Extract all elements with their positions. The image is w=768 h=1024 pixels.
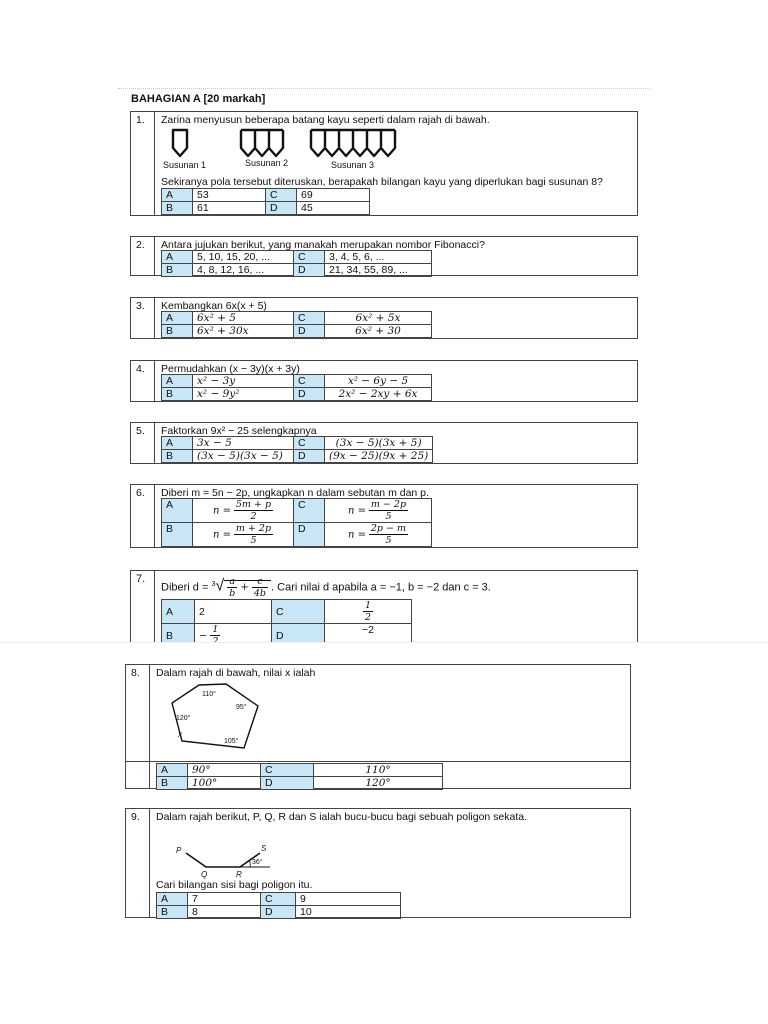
point-label-s: S [261,844,267,853]
option-a-value[interactable]: 2 [195,600,272,624]
question-text: Antara jujukan berikut, yang manakah merupakan nombor Fibonacci? [161,239,485,251]
option-c-fraction [363,600,373,623]
option-a-value[interactable]: 7 [188,893,261,906]
option-d-value[interactable]: 10 [296,906,401,919]
matchstick-pattern-figure [161,128,621,170]
option-d-fraction [369,523,408,546]
option-c-value[interactable]: 9 [296,893,401,906]
options-table [161,374,432,401]
angle-label-x: x [178,730,182,739]
question-7 [130,570,638,650]
divider [118,88,650,89]
question-text-pre: Diberi d = [161,581,209,594]
option-a-label[interactable]: A [162,375,193,388]
options-table [161,498,432,547]
pentagon-figure [164,681,274,755]
option-b-fraction [234,523,273,546]
numerator: 1 [364,600,372,611]
option-a-lhs: n = [212,505,231,517]
question-9 [125,808,631,918]
option-c-label[interactable]: C [294,251,325,264]
option-a-fraction [234,499,273,522]
option-b-value[interactable]: 100° [188,777,261,790]
cube-root-icon: √ [215,577,225,595]
question-5 [130,422,638,464]
question-3 [130,297,638,339]
option-c-value[interactable] [325,499,432,523]
option-d-label[interactable]: D [294,264,325,277]
question-4 [130,360,638,402]
radicand-fraction-1 [227,576,237,599]
denominator: 5 [385,535,392,546]
question-text: Dalam rajah berikut, P, Q, R dan S ialah bucu-bucu bagi sebuah poligon sekata. [156,811,528,823]
angle-label-105: 105° [224,738,239,745]
option-b-sign: − [199,630,208,642]
question-number: 3. [131,298,155,338]
question-number: 8. [126,665,150,788]
option-b-label[interactable]: B [162,624,195,648]
option-c-fraction [369,499,408,522]
option-a-label[interactable]: A [162,312,193,325]
question-text-post: . Cari nilai d apabila a = −1, b = −2 dan c = 3. [271,581,491,594]
option-b-label[interactable]: B [162,264,193,277]
option-d-value[interactable]: 2x² − 2xy + 6x [325,388,432,401]
option-a-label[interactable]: A [162,437,193,450]
option-a-value[interactable]: 6x² + 5 [193,312,294,325]
numerator: a [227,576,237,588]
point-label-q: Q [201,870,208,879]
denominator: 2 [364,612,372,623]
option-c-label[interactable]: C [294,437,325,450]
option-b-value[interactable]: (3x − 5)(3x − 5) [193,450,294,463]
option-b-label[interactable]: B [162,202,193,215]
option-d-value[interactable]: (9x − 25)(9x + 25) [325,450,433,463]
numerator: m + 2p [235,523,272,534]
option-b-lhs: n = [212,529,231,541]
option-d-label[interactable]: D [261,906,296,919]
question-number: 4. [131,361,155,401]
option-c-value[interactable]: x² − 6y − 5 [325,375,432,388]
option-c-value[interactable]: 3, 4, 5, 6, ... [325,251,432,264]
option-d-label[interactable]: D [261,777,314,790]
option-a-label[interactable]: A [157,893,188,906]
denominator: 4b [253,588,266,599]
option-d-value[interactable]: 120° [314,777,443,790]
numerator: c [252,576,268,588]
numerator: m − 2p [370,499,407,510]
question-6 [130,484,638,548]
option-c-value[interactable]: 6x² + 5x [325,312,432,325]
option-b-value[interactable]: 8 [188,906,261,919]
options-table [161,311,432,338]
option-d-label[interactable]: D [294,523,325,547]
option-b-value[interactable]: 4, 8, 12, 16, ... [193,264,294,277]
root-index: 3 [211,580,216,588]
question-prompt: Cari bilangan sisi bagi poligon itu. [156,879,313,891]
pattern-label-3: Susunan 3 [331,160,375,170]
denominator: 2 [250,511,257,522]
option-c-value[interactable]: 110° [314,764,443,777]
option-d-value[interactable]: 6x² + 30 [325,325,432,338]
options-table [161,250,432,277]
option-d-label[interactable]: D [294,325,325,338]
option-a-label[interactable]: A [162,600,195,624]
question-1 [130,111,638,216]
question-text: Diberi m = 5n − 2p, ungkapkan n dalam sebutan m dan p. [161,487,429,499]
option-b-label[interactable]: B [162,388,193,401]
pattern-label-1: Susunan 1 [163,160,207,170]
question-text: Permudahkan (x − 3y)(x + 3y) [161,363,300,375]
option-a-value[interactable] [193,499,294,523]
option-a-label[interactable]: A [157,764,188,777]
option-a-label[interactable]: A [162,251,193,264]
pattern-label-2: Susunan 2 [245,158,289,168]
question-text: Dalam rajah di bawah, nilai x ialah [156,667,316,679]
question-text: Faktorkan 9x² − 25 selengkapnya [161,425,317,437]
question-number: 2. [131,237,155,275]
option-b-label[interactable]: B [157,777,188,790]
option-b-value[interactable]: 61 [193,202,266,215]
option-d-label[interactable]: D [294,388,325,401]
option-c-label[interactable]: C [294,499,325,523]
option-d-label[interactable]: D [272,624,325,648]
question-number: 9. [126,809,150,917]
question-2 [130,236,638,276]
option-c-label[interactable]: C [261,764,314,777]
option-b-value[interactable] [193,523,294,547]
options-table [156,763,443,790]
numerator: 1 [212,624,219,635]
question-text: Kembangkan 6x(x + 5) [161,300,267,312]
radicand-fraction-2 [252,576,268,599]
option-d-value[interactable]: 21, 34, 55, 89, ... [325,264,432,277]
option-d-label[interactable]: D [266,202,297,215]
option-c-label[interactable]: C [266,189,297,202]
option-c-value[interactable] [325,600,412,624]
option-a-value[interactable]: 3x − 5 [193,437,294,450]
option-d-label[interactable]: D [294,450,325,463]
angle-label-36: 36° [252,859,263,866]
point-label-r: R [236,870,242,879]
numerator: 5m + p [235,499,272,510]
options-table [161,436,433,463]
option-c-value[interactable]: 69 [297,189,370,202]
question-number: 6. [131,485,155,547]
question-number: 1. [131,112,155,215]
numerator: 2p − m [370,523,407,534]
denominator: 5 [250,535,257,546]
option-c-label[interactable]: C [261,893,296,906]
question-prompt: Sekiranya pola tersebut diteruskan, berapakah bilangan kayu yang diperlukan bagi susunan 8? [161,176,603,188]
option-d-value[interactable]: 45 [297,202,370,215]
question-number: 5. [131,423,155,463]
option-a-value[interactable]: x² − 3y [193,375,294,388]
option-d-value[interactable] [325,523,432,547]
question-8 [125,664,631,789]
options-table [156,892,401,919]
point-label-p: P [176,846,182,855]
option-b-label[interactable]: B [162,325,193,338]
options-table [161,188,370,215]
angle-label-110: 110° [202,691,216,698]
options-table [161,599,412,648]
options-divider [126,761,630,762]
question-text [161,576,633,599]
option-b-value[interactable]: x² − 9y² [193,388,294,401]
regular-polygon-figure [170,827,300,879]
page-break [0,642,768,657]
option-a-label[interactable]: A [162,189,193,202]
option-b-label[interactable]: B [162,450,193,463]
option-c-lhs: n = [347,505,366,517]
option-b-label[interactable]: B [162,523,193,547]
option-b-label[interactable]: B [157,906,188,919]
angle-label-120: 120° [176,715,191,722]
radicand: $\frac{a}{b}$ + $\frac{c}{4b}$ [224,580,271,593]
option-a-value[interactable]: 5, 10, 15, 20, ... [193,251,294,264]
denominator: b [229,588,236,599]
option-c-value[interactable]: (3x − 5)(3x + 5) [325,437,433,450]
angle-label-95: 95° [236,704,247,711]
option-a-value[interactable]: 53 [193,189,266,202]
option-c-label[interactable]: C [294,375,325,388]
option-c-label[interactable]: C [272,600,325,624]
option-b-value[interactable]: 6x² + 30x [193,325,294,338]
option-d-value[interactable]: −2 [325,624,412,648]
option-a-label[interactable]: A [162,499,193,523]
denominator: 5 [385,511,392,522]
question-text: Zarina menyusun beberapa batang kayu seperti dalam rajah di bawah. [161,114,490,126]
option-a-value[interactable]: 90° [188,764,261,777]
option-d-lhs: n = [347,529,366,541]
option-c-label[interactable]: C [294,312,325,325]
question-number: 7. [131,571,155,650]
section-title: BAHAGIAN A [20 markah] [131,93,266,105]
